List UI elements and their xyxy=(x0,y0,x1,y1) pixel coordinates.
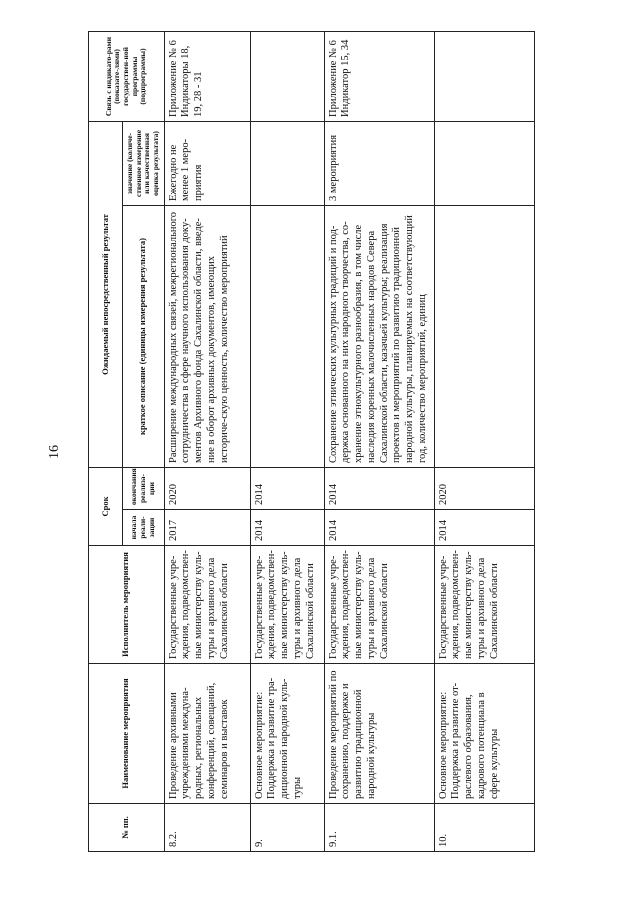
row-desc: Расширение международных связей, межрегионального сотрудничества в сфере научного использования доку-ментов Архивного фонда Сахалинской области, введе-ние в оборот архивных документов, имеющих историче-скую ценность, количество мероприятий xyxy=(164,205,250,467)
header-term-end: окончания реализа-ции xyxy=(123,467,165,509)
row-executor: Государственные учре-ждения, подведомствен-ные министерству куль-туры и архивного дела Сахалинской области xyxy=(250,546,324,664)
row-end: 2014 xyxy=(250,467,324,509)
table-row xyxy=(434,31,534,851)
row-link: Приложение № 6 Индикаторы 18, 19, 28 - 31 xyxy=(164,31,250,121)
page-number: 16 xyxy=(47,445,62,459)
row-num: 8.2. xyxy=(164,804,250,852)
table-row xyxy=(250,31,324,851)
header-result: Ожидаемый непосредственный результат xyxy=(89,121,123,467)
row-name: Основное мероприятие: Поддержка и развитие от-раслевого образования, кадрового потенциала в сфере культуры xyxy=(434,664,534,804)
row-link xyxy=(434,31,534,121)
header-executor: Исполнитель мероприятия xyxy=(89,546,165,664)
row-num: 9. xyxy=(250,804,324,852)
row-name: Основное мероприятие: Поддержка и развитие тра-диционной народной куль-туры xyxy=(250,664,324,804)
rotated-table-container xyxy=(88,32,548,852)
row-end: 2020 xyxy=(164,467,250,509)
row-desc: Сохранение этнических культурных традиций и под-держка основанного на них народного творчества, со-хранение этнокультурного разнообразия, в том числе наследия коренных малочисленных народов Севера Сахалинской области, казачьей культуры; реализация проектов и мероприятий по развитию традиционной народной культуры, планируемых на соответствующий год, количество мероприятий, единиц xyxy=(324,205,434,467)
table-row xyxy=(164,31,250,851)
row-end: 2020 xyxy=(434,467,534,509)
row-start: 2014 xyxy=(250,510,324,546)
row-value xyxy=(434,121,534,205)
row-start: 2014 xyxy=(434,510,534,546)
row-end: 2014 xyxy=(324,467,434,509)
table-row xyxy=(324,31,434,851)
row-name: Проведение архивными учреждениями междуна-родных, региональных конференций, совещаний, семинаров и выставок xyxy=(164,664,250,804)
row-value: Ежегодно не менее 1 меро-приятия xyxy=(164,121,250,205)
row-executor: Государственные учре-ждения, подведомствен-ные министерству куль-туры и архивного дела Сахалинской области xyxy=(324,546,434,664)
row-num: 9.1. xyxy=(324,804,434,852)
header-term: Срок xyxy=(89,467,123,545)
measures-table xyxy=(88,31,535,852)
header-result-desc: краткое описание (единицы измерения результата) xyxy=(123,205,165,467)
header-num: № пп. xyxy=(89,804,165,852)
row-desc xyxy=(434,205,534,467)
row-value: 3 мероприятия xyxy=(324,121,434,205)
header-name: Наименование мероприятия xyxy=(89,664,165,804)
row-executor: Государственные учре-ждения, подведомствен-ные министерству куль-туры и архивного дела Сахалинской области xyxy=(434,546,534,664)
row-name: Проведение мероприятий по сохранению, поддержке и развитию традиционной народной культуры xyxy=(324,664,434,804)
row-desc xyxy=(250,205,324,467)
header-term-start: начала реали-зации xyxy=(123,510,165,546)
row-start: 2017 xyxy=(164,510,250,546)
row-link xyxy=(250,31,324,121)
row-value xyxy=(250,121,324,205)
header-link: Связь с индикато-рами (показате-лями) государствен-ной программы (подпрограммы) xyxy=(89,31,165,121)
row-link: Приложение № 6 Индикатор 15, 34 xyxy=(324,31,434,121)
row-num: 10. xyxy=(434,804,534,852)
row-executor: Государственные учре-ждения, подведомствен-ные министерству куль-туры и архивного дела Сахалинской области xyxy=(164,546,250,664)
header-result-value: значение (количе-ственное измерение или качественная оценка результата) xyxy=(123,121,165,205)
row-start: 2014 xyxy=(324,510,434,546)
